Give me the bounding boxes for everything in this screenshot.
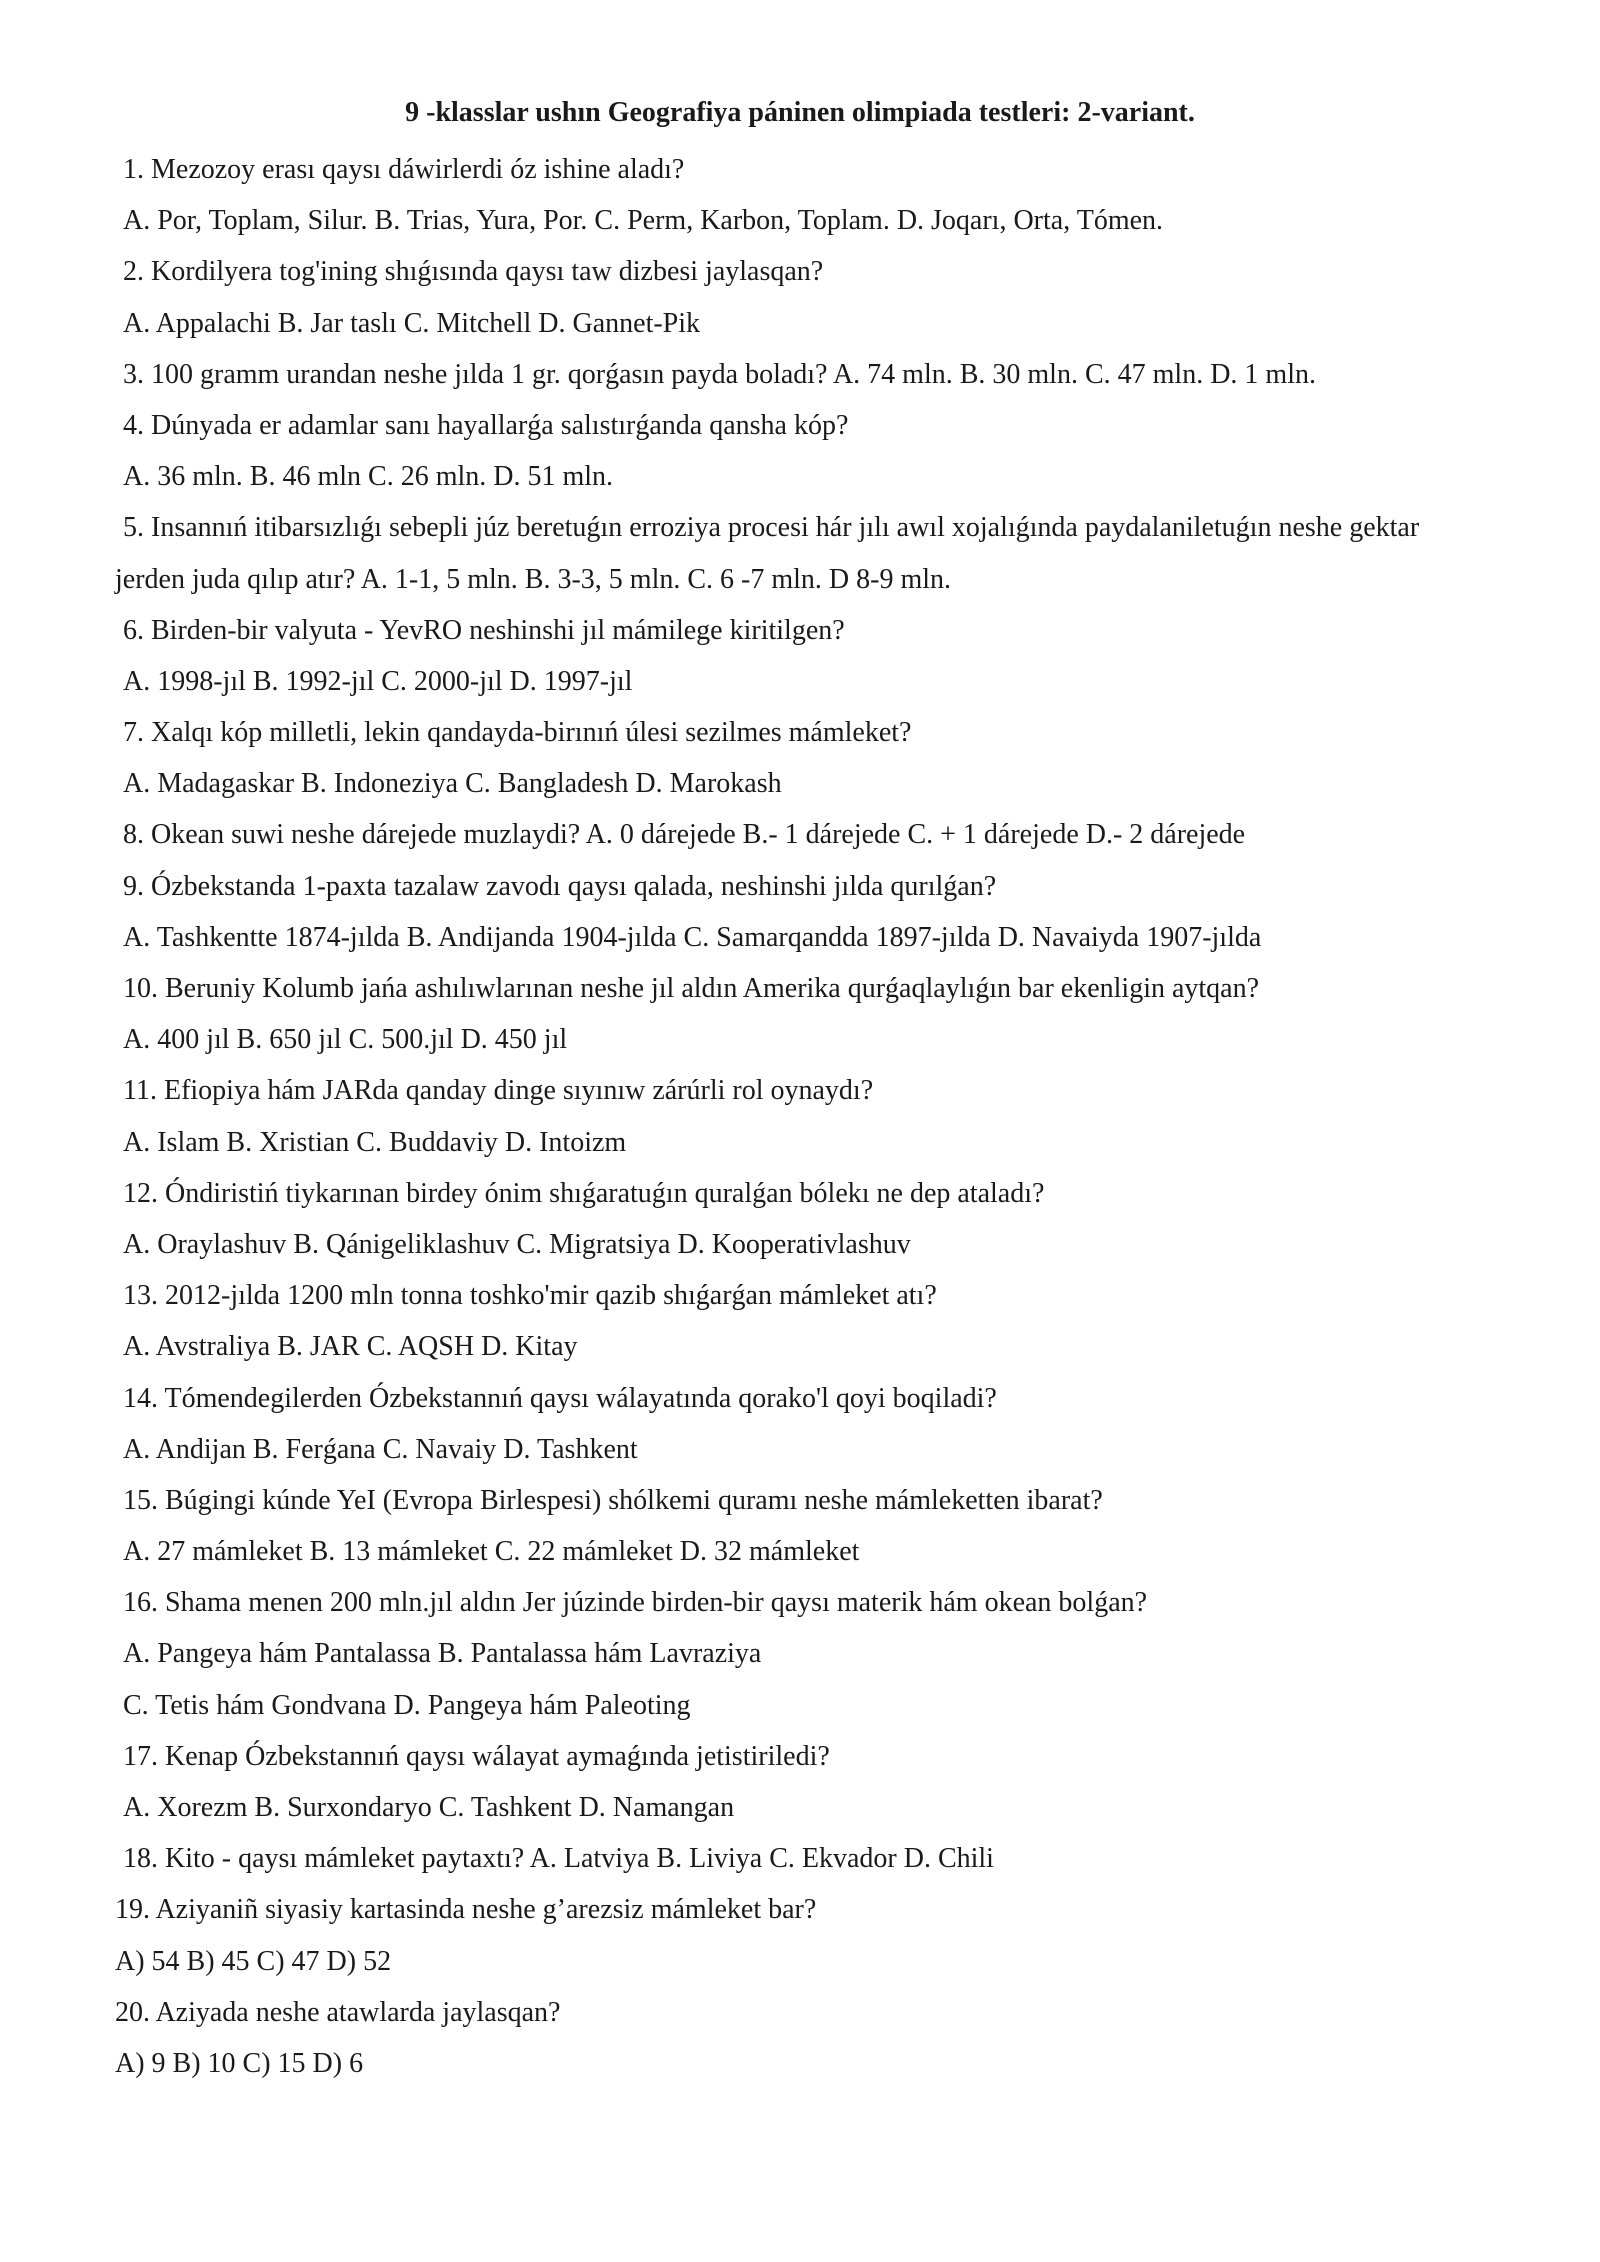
answer-options-16a: A. Pangeya hám Pantalassa B. Pantalassa hám Lavraziya: [123, 1638, 762, 1670]
question-8: 8. Okean suwi neshe dárejede muzlaydi? A. 0 dárejede B.- 1 dárejede C. + 1 dárejede D.- 2 dárejede: [123, 819, 1246, 851]
question-18: 18. Kito - qaysı mámleket paytaxtı? A. Latviya B. Liviya C. Ekvador D. Chili: [123, 1843, 994, 1875]
test-questions: [115, 144, 1515, 2089]
question-15: 15. Búgingi kúnde YeI (Evropa Birlespesi) shólkemi quramı neshe mámleketten ibarat?: [123, 1484, 1103, 1516]
question-3: 3. 100 gramm urandan neshe jılda 1 gr. qorǵasın payda boladı? A. 74 mln. B. 30 mln. C. 47 mln. D. 1 mln.: [123, 358, 1316, 390]
question-5: 5. Insannıń itibarsızlıǵı sebepli júz beretuǵın erroziya procesi hár jılı awıl xojalıǵında paydalaniletuǵın neshe gektar: [123, 512, 1420, 544]
answer-options-17: A. Xorezm B. Surxondaryo C. Tashkent D. Namangan: [123, 1792, 735, 1823]
question-5-continued: jerden juda qılıp atır? A. 1-1, 5 mln. B. 3-3, 5 mln. C. 6 -7 mln. D 8-9 mln.: [115, 563, 952, 595]
answer-options-16b: C. Tetis hám Gondvana D. Pangeya hám Paleoting: [123, 1689, 691, 1721]
answer-options-11: A. Islam B. Xristian C. Buddaviy D. Intoizm: [123, 1126, 627, 1158]
answer-options-13: A. Avstraliya B. JAR C. AQSH D. Kitay: [123, 1331, 578, 1363]
answer-options-9: A. Tashkentte 1874-jılda B. Andijanda 1904-jılda C. Samarqandda 1897-jılda D. Navaiyda 1907-jılda: [123, 921, 1262, 953]
answer-options-6: A. 1998-jıl B. 1992-jıl C. 2000-jıl D. 1997-jıl: [123, 665, 633, 697]
answer-options-2: A. Appalachi B. Jar taslı C. Mitchell D. Gannet-Pik: [123, 307, 701, 339]
answer-options-14: A. Andijan B. Ferǵana C. Navaiy D. Tashkent: [123, 1433, 638, 1465]
question-6: 6. Birden-bir valyuta - YevRO neshinshi jıl mámilege kiritilgen?: [123, 614, 845, 646]
answer-options-15: A. 27 mámleket B. 13 mámleket C. 22 mámleket D. 32 mámleket: [123, 1536, 860, 1568]
answer-options-19: A) 54 B) 45 C) 47 D) 52: [115, 1945, 392, 1977]
question-20: 20. Aziyada neshe atawlarda jaylasqan?: [115, 1996, 561, 2028]
question-2: 2. Kordilyera tog'ining shıǵısında qaysı taw dizbesi jaylasqan?: [123, 256, 824, 288]
document-title: 9 -klasslar ushın Geografiya páninen olimpiada testleri: 2-variant.: [405, 97, 1195, 128]
answer-options-10: A. 400 jıl B. 650 jıl C. 500.jıl D. 450 jıl: [123, 1024, 568, 1056]
question-10: 10. Beruniy Kolumb jańa ashılıwlarınan neshe jıl aldın Amerika qurǵaqlaylıǵın bar ekenligin aytqan?: [123, 973, 1260, 1004]
question-1: 1. Mezozoy erası qaysı dáwirlerdi óz ishine aladı?: [123, 154, 685, 185]
answer-options-1: A. Por, Toplam, Silur. B. Trias, Yura, Por. C. Perm, Karbon, Toplam. D. Joqarı, Orta, Tómen.: [123, 205, 1164, 237]
question-17: 17. Kenap Ózbekstannıń qaysı wálayat aymaǵında jetistiriledi?: [123, 1740, 830, 1772]
question-9: 9. Ózbekstanda 1-paxta tazalaw zavodı qaysı qalada, neshinshi jılda qurılǵan?: [123, 870, 997, 902]
question-7: 7. Xalqı kóp milletli, lekin qandayda-birınıń úlesi sezilmes mámleket?: [123, 717, 912, 749]
answer-options-20: A) 9 B) 10 C) 15 D) 6: [115, 2047, 364, 2079]
answer-options-4: A. 36 mln. B. 46 mln C. 26 mln. D. 51 mln.: [123, 461, 614, 493]
answer-options-7: A. Madagaskar B. Indoneziya C. Bangladesh D. Marokash: [123, 768, 782, 800]
question-13: 13. 2012-jılda 1200 mln tonna toshko'mir qazib shıǵarǵan mámleket atı?: [123, 1280, 937, 1312]
question-14: 14. Tómendegilerden Ózbekstannıń qaysı wálayatında qorako'l qoyi boqiladi?: [123, 1382, 997, 1414]
question-12: 12. Óndiristiń tiykarınan birdey ónim shıǵaratuǵın quralǵan bólekı ne dep ataladı?: [123, 1177, 1045, 1209]
question-4: 4. Dúnyada er adamlar sanı hayallarǵa salıstırǵanda qansha kóp?: [123, 409, 849, 441]
question-19: 19. Aziyaniñ siyasiy kartasinda neshe g’arezsiz mámleket bar?: [115, 1894, 817, 1926]
question-16: 16. Shama menen 200 mln.jıl aldın Jer júzinde birden-bir qaysı materik hám okean bolǵan?: [123, 1587, 1148, 1619]
answer-options-12: A. Oraylashuv B. Qánigeliklashuv C. Migratsiya D. Kooperativlashuv: [123, 1228, 911, 1260]
question-11: 11. Efiopiya hám JARda qanday dinge sıyınıw zárúrli rol oynaydı?: [123, 1075, 874, 1107]
